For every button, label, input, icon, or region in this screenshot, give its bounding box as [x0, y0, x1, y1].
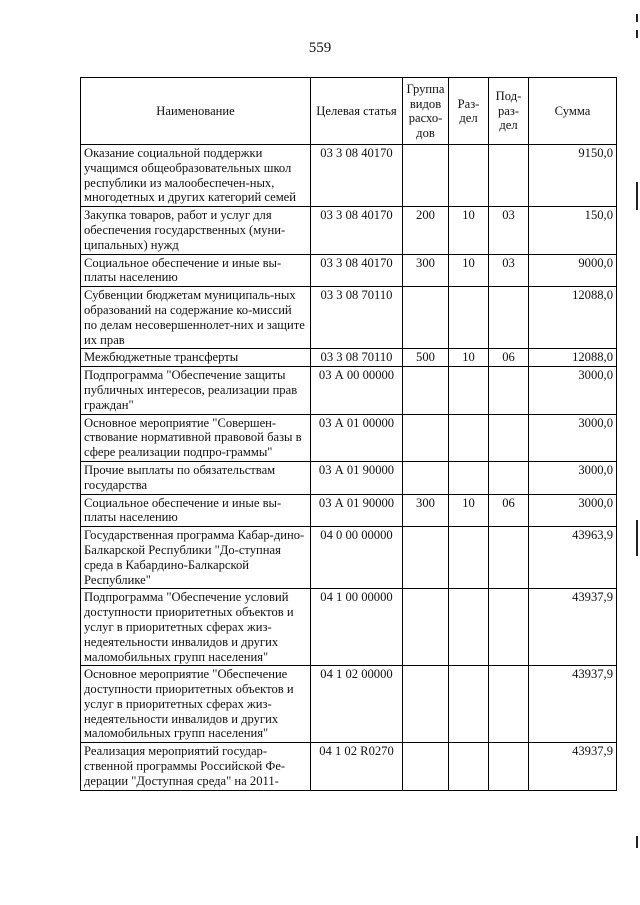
budget-table [80, 77, 617, 791]
cell-subsection [489, 367, 529, 414]
table-row [81, 414, 617, 461]
cell-subsection [489, 145, 529, 207]
table-row [81, 207, 617, 254]
cell-sum: 43937,9 [529, 743, 617, 790]
cell-section [449, 666, 489, 743]
table-row [81, 527, 617, 589]
cell-sum: 12088,0 [529, 287, 617, 349]
cell-subsection [489, 461, 529, 494]
cell-group: 300 [403, 494, 449, 527]
cell-group [403, 666, 449, 743]
table-row [81, 494, 617, 527]
header-sum: Сумма [529, 78, 617, 145]
cell-name: Государственная программа Кабар-дино-Балкарской Республики "До-ступная среда в Кабардино-Балкарской Республике" [81, 527, 311, 589]
cell-sum: 150,0 [529, 207, 617, 254]
cell-subsection [489, 589, 529, 666]
cell-article: 04 1 02 00000 [311, 666, 403, 743]
cell-subsection: 06 [489, 494, 529, 527]
cell-name: Субвенции бюджетам муниципаль-ных образований на содержание ко-миссий по делам несовершеннолет-них и защите их прав [81, 287, 311, 349]
cell-article: 03 3 08 40170 [311, 254, 403, 287]
table-row [81, 461, 617, 494]
table-row [81, 743, 617, 790]
cell-section [449, 367, 489, 414]
cell-subsection: 03 [489, 207, 529, 254]
cell-name: Закупка товаров, работ и услуг для обеспечения государственных (муни-ципальных) нужд [81, 207, 311, 254]
table-row [81, 254, 617, 287]
cell-sum: 9000,0 [529, 254, 617, 287]
cell-section: 10 [449, 254, 489, 287]
cell-subsection [489, 743, 529, 790]
cell-name: Оказание социальной поддержки учащимся общеобразовательных школ республики из малообеспечен-ных, многодетных и других категорий семей [81, 145, 311, 207]
cell-group [403, 743, 449, 790]
cell-subsection [489, 287, 529, 349]
cell-article: 03 А 01 00000 [311, 414, 403, 461]
cell-article: 03 А 01 90000 [311, 461, 403, 494]
cell-group: 500 [403, 349, 449, 367]
cell-subsection [489, 527, 529, 589]
cell-subsection: 03 [489, 254, 529, 287]
cell-section [449, 414, 489, 461]
cell-group [403, 145, 449, 207]
cell-sum: 43937,9 [529, 589, 617, 666]
cell-sum: 9150,0 [529, 145, 617, 207]
header-section: Раз-дел [449, 78, 489, 145]
cell-sum: 3000,0 [529, 494, 617, 527]
cell-group [403, 367, 449, 414]
header-group: Группа видов расхо-дов [403, 78, 449, 145]
cell-group: 300 [403, 254, 449, 287]
cell-section [449, 287, 489, 349]
table-header-row [81, 78, 617, 145]
cell-article: 04 0 00 00000 [311, 527, 403, 589]
cell-sum: 3000,0 [529, 367, 617, 414]
table-row [81, 287, 617, 349]
cell-section: 10 [449, 349, 489, 367]
cell-section [449, 743, 489, 790]
cell-section [449, 145, 489, 207]
cell-group [403, 461, 449, 494]
cell-article: 03 3 08 70110 [311, 287, 403, 349]
header-article: Целевая статья [311, 78, 403, 145]
table-row [81, 589, 617, 666]
cell-subsection [489, 666, 529, 743]
table-row [81, 666, 617, 743]
cell-group [403, 414, 449, 461]
cell-section: 10 [449, 494, 489, 527]
cell-section [449, 527, 489, 589]
table-row [81, 145, 617, 207]
cell-group [403, 527, 449, 589]
cell-article: 03 3 08 40170 [311, 145, 403, 207]
cell-section [449, 461, 489, 494]
scan-mark-bottom [636, 836, 638, 848]
cell-name: Социальное обеспечение и иные вы-платы населению [81, 494, 311, 527]
cell-sum: 3000,0 [529, 461, 617, 494]
cell-group [403, 589, 449, 666]
cell-sum: 3000,0 [529, 414, 617, 461]
cell-sum: 43937,9 [529, 666, 617, 743]
cell-name: Подпрограмма "Обеспечение защиты публичных интересов, реализации прав граждан" [81, 367, 311, 414]
cell-sum: 12088,0 [529, 349, 617, 367]
cell-subsection: 06 [489, 349, 529, 367]
header-name: Наименование [81, 78, 311, 145]
cell-name: Основное мероприятие "Обеспечение доступности приоритетных объектов и услуг в приоритетных сферах жиз-недеятельности инвалидов и других маломобильных групп населения" [81, 666, 311, 743]
cell-name: Реализация мероприятий государ-ственной программы Российской Фе-дерации "Доступная среда" на 2011- [81, 743, 311, 790]
scan-mark-lower [636, 520, 638, 556]
table-row [81, 367, 617, 414]
cell-group [403, 287, 449, 349]
cell-article: 03 А 01 90000 [311, 494, 403, 527]
cell-name: Социальное обеспечение и иные вы-платы населению [81, 254, 311, 287]
cell-group: 200 [403, 207, 449, 254]
cell-name: Межбюджетные трансферты [81, 349, 311, 367]
scan-mark-middle [636, 182, 638, 210]
cell-article: 03 3 08 40170 [311, 207, 403, 254]
cell-name: Основное мероприятие "Совершен-ствование нормативной правовой базы в сфере реализации подпро-граммы" [81, 414, 311, 461]
cell-article: 04 1 02 R0270 [311, 743, 403, 790]
cell-article: 03 3 08 70110 [311, 349, 403, 367]
cell-section: 10 [449, 207, 489, 254]
cell-article: 03 А 00 00000 [311, 367, 403, 414]
table-row [81, 349, 617, 367]
scan-mark-top [636, 14, 638, 22]
cell-section [449, 589, 489, 666]
cell-name: Прочие выплаты по обязательствам государства [81, 461, 311, 494]
scan-mark-top-2 [636, 30, 638, 38]
header-subsection: Под-раз-дел [489, 78, 529, 145]
cell-article: 04 1 00 00000 [311, 589, 403, 666]
cell-sum: 43963,9 [529, 527, 617, 589]
cell-name: Подпрограмма "Обеспечение условий доступности приоритетных объектов и услуг в приоритетных сферах жиз-недеятельности инвалидов и других маломобильных групп населения" [81, 589, 311, 666]
page-number: 559 [308, 40, 332, 56]
cell-subsection [489, 414, 529, 461]
